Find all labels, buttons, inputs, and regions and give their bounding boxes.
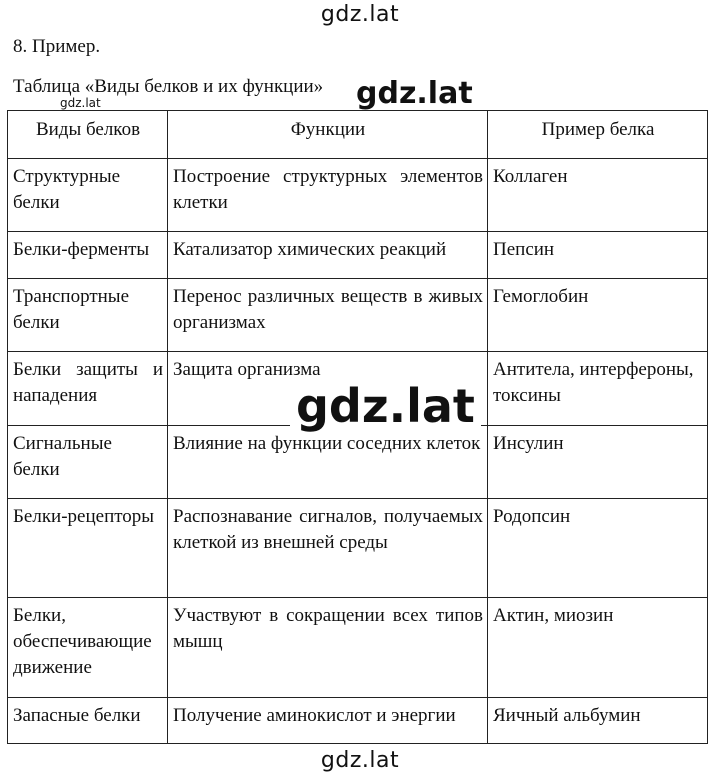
header-example: Пример белка bbox=[488, 111, 708, 159]
cell-type: Транспортные белки bbox=[8, 279, 168, 352]
table-header-row bbox=[8, 111, 708, 159]
header-functions: Функции bbox=[168, 111, 488, 159]
table-row bbox=[8, 159, 708, 232]
cell-example: Гемоглобин bbox=[488, 279, 708, 352]
cell-function: Построение структурных элементов клетки bbox=[168, 159, 488, 232]
table-row bbox=[8, 279, 708, 352]
cell-type: Сигнальные белки bbox=[8, 426, 168, 499]
cell-example: Родопсин bbox=[488, 499, 708, 598]
cell-function: Влияние на функции соседних клеток bbox=[168, 426, 488, 499]
cell-type: Белки-ферменты bbox=[8, 232, 168, 279]
exercise-heading: 8. Пример. bbox=[13, 36, 101, 57]
cell-type: Структурные белки bbox=[8, 159, 168, 232]
watermark-center: gdz.lat bbox=[290, 380, 481, 432]
cell-example: Актин, миозин bbox=[488, 598, 708, 698]
cell-type: Белки-рецепторы bbox=[8, 499, 168, 598]
cell-function: Распознавание сигналов, получаемых клеткой из внешней среды bbox=[168, 499, 488, 598]
cell-type: Запасные белки bbox=[8, 698, 168, 744]
cell-example: Яичный альбумин bbox=[488, 698, 708, 744]
cell-function: Участвуют в сокращении всех типов мышц bbox=[168, 598, 488, 698]
watermark-small: gdz.lat bbox=[60, 96, 101, 110]
cell-type: Белки, обеспечивающие движение bbox=[8, 598, 168, 698]
table-row bbox=[8, 598, 708, 698]
cell-example: Коллаген bbox=[488, 159, 708, 232]
table-caption: Таблица «Виды белков и их функции» bbox=[13, 76, 324, 97]
header-protein-types: Виды белков bbox=[8, 111, 168, 159]
cell-function: Перенос различных веществ в живых организмах bbox=[168, 279, 488, 352]
cell-function: Защита организма bbox=[168, 352, 488, 426]
cell-type: Белки защиты и нападения bbox=[8, 352, 168, 426]
cell-function: Катализатор химических реакций bbox=[168, 232, 488, 279]
cell-example: Антитела, интерфероны, токсины bbox=[488, 352, 708, 426]
cell-function: Получение аминокислот и энергии bbox=[168, 698, 488, 744]
cell-example: Инсулин bbox=[488, 426, 708, 499]
watermark-bottom: gdz.lat bbox=[320, 748, 400, 773]
table-row bbox=[8, 232, 708, 279]
cell-example: Пепсин bbox=[488, 232, 708, 279]
table-row bbox=[8, 499, 708, 598]
table-row bbox=[8, 426, 708, 499]
watermark-top: gdz.lat bbox=[320, 2, 400, 27]
watermark-heading-overlay: gdz.lat bbox=[352, 76, 477, 112]
table-row bbox=[8, 698, 708, 744]
